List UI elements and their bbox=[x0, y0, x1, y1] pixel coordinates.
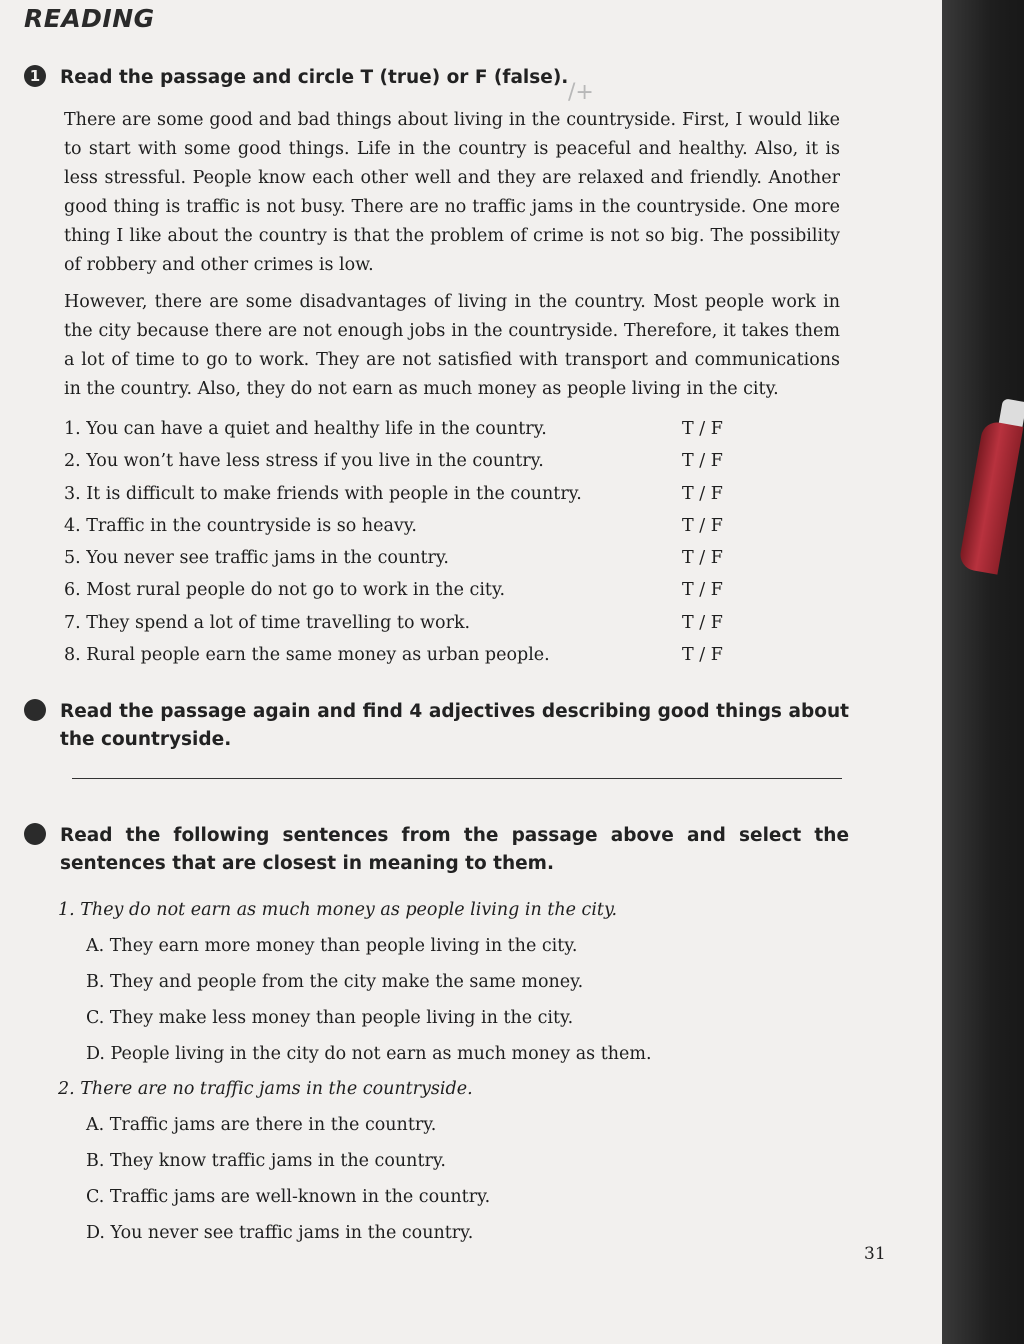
page-number: 31 bbox=[864, 1244, 886, 1264]
passage-paragraph-2: However, there are some disadvantages of living in the country. Most people work in the city because there are not enough jobs in the countryside. Therefore, it takes them a lot of time to go to work. They are not satisfied with transport and communications in the country. Also, they do not earn as much money as people living in the city. bbox=[64, 292, 840, 399]
answer-option[interactable]: A. They earn more money than people living in the city. bbox=[86, 936, 578, 956]
exercise-1-number: 1 bbox=[24, 65, 46, 87]
statement-text: 3. It is difficult to make friends with people in the country. bbox=[64, 483, 582, 504]
answer-option[interactable]: B. They know traffic jams in the country. bbox=[86, 1151, 446, 1171]
exercise-1-title bbox=[24, 64, 824, 92]
true-false-choice[interactable]: T / F bbox=[682, 483, 723, 504]
multiple-choice-questions bbox=[58, 893, 758, 1251]
statement-text: 8. Rural people earn the same money as urban people. bbox=[64, 645, 550, 666]
question-stem: 2. There are no traffic jams in the countryside. bbox=[58, 1079, 473, 1099]
true-false-choice[interactable]: T / F bbox=[682, 451, 723, 472]
passage-paragraph-1: There are some good and bad things about living in the countryside. First, I would like to start with some good things. Life in the country is peaceful and healthy. Also, it is less stressful. People know each other well and they are relaxed and friendly. Another good thing is traffic is not busy. There are no traffic jams in the countryside. One more thing I like about the country is that the problem of crime is not so big. The possibility of robbery and other crimes is low. bbox=[64, 110, 840, 275]
answer-option[interactable]: D. You never see traffic jams in the country. bbox=[86, 1223, 474, 1243]
statement-text: 6. Most rural people do not go to work in the city. bbox=[64, 580, 506, 601]
statement-row bbox=[64, 510, 744, 542]
background-surface bbox=[942, 0, 1024, 1344]
statement-row bbox=[64, 413, 744, 445]
statement-row bbox=[64, 639, 744, 671]
statement-text: 4. Traffic in the countryside is so heavy. bbox=[64, 515, 417, 536]
statement-row bbox=[64, 542, 744, 574]
true-false-choice[interactable]: T / F bbox=[682, 515, 723, 536]
statement-text: 2. You won’t have less stress if you live in the country. bbox=[64, 451, 544, 472]
answer-blank-line[interactable] bbox=[72, 778, 842, 779]
answer-option[interactable]: C. They make less money than people living in the city. bbox=[86, 1008, 574, 1028]
answer-option[interactable]: C. Traffic jams are well-known in the country. bbox=[86, 1187, 491, 1207]
answer-option[interactable]: A. Traffic jams are there in the country. bbox=[86, 1115, 437, 1135]
exercise-3-instruction: Read the following sentences from the passage above and select the sentences that are closest in meaning to them. bbox=[60, 825, 849, 874]
true-false-choice[interactable]: T / F bbox=[682, 645, 723, 666]
answer-option[interactable]: B. They and people from the city make the same money. bbox=[86, 972, 584, 992]
section-heading: READING bbox=[24, 4, 155, 33]
true-false-choice[interactable]: T / F bbox=[682, 612, 723, 633]
exercise-1-instruction: Read the passage and circle T (true) or F (false). bbox=[60, 67, 569, 88]
exercise-3-number: 3 bbox=[24, 823, 46, 845]
true-false-list bbox=[64, 413, 744, 671]
statement-text: 5. You never see traffic jams in the country. bbox=[64, 548, 449, 569]
statement-row bbox=[64, 574, 744, 606]
statement-row bbox=[64, 607, 744, 639]
statement-text: 7. They spend a lot of time travelling to work. bbox=[64, 612, 471, 633]
true-false-choice[interactable]: T / F bbox=[682, 419, 723, 439]
exercise-3-title bbox=[11, 822, 849, 878]
question-stem: 1. They do not earn as much money as people living in the city. bbox=[58, 900, 618, 920]
statement-row bbox=[64, 478, 744, 510]
exercise-2-instruction: Read the passage again and find 4 adjectives describing good things about the countryside. bbox=[60, 701, 849, 750]
statement-row bbox=[64, 445, 744, 477]
exercise-2-number: 2 bbox=[24, 699, 46, 721]
true-false-choice[interactable]: T / F bbox=[682, 580, 723, 601]
true-false-choice[interactable]: T / F bbox=[682, 548, 723, 569]
exercise-2-title bbox=[11, 698, 849, 754]
answer-option[interactable]: D. People living in the city do not earn as much money as them. bbox=[86, 1044, 652, 1064]
statement-text: 1. You can have a quiet and healthy life in the country. bbox=[64, 419, 547, 439]
pencil-scribble: /+ bbox=[568, 80, 594, 105]
